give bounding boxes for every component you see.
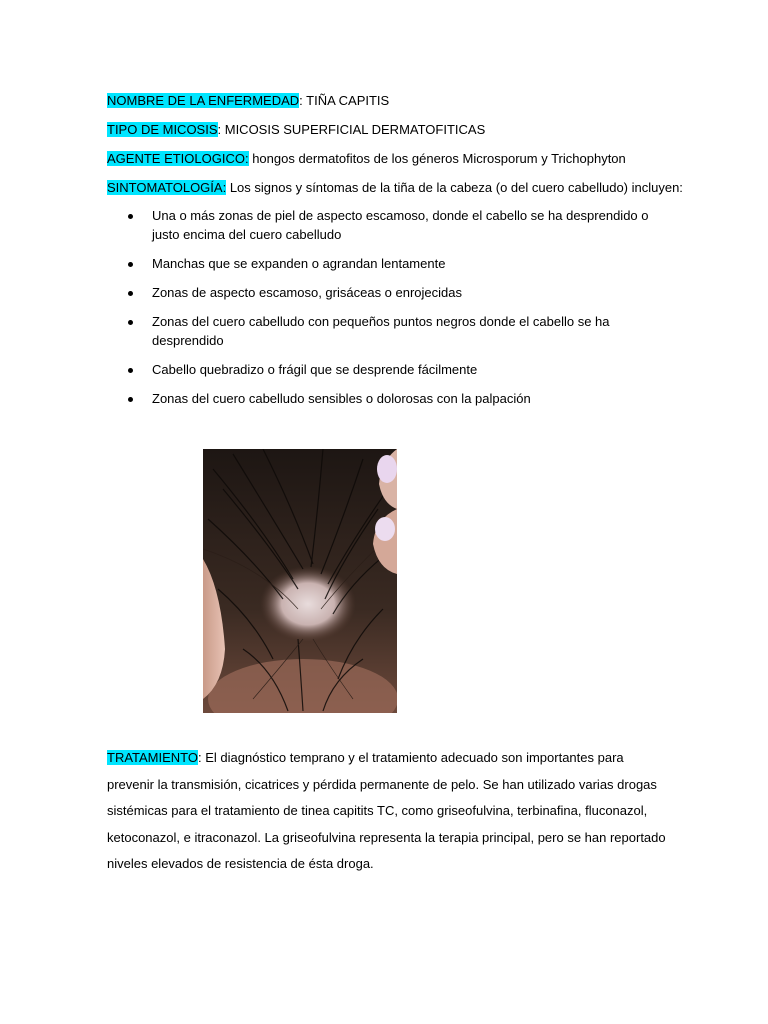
bullet-icon bbox=[128, 320, 133, 325]
mycosis-type-value: : MICOSIS SUPERFICIAL DERMATOFITICAS bbox=[217, 122, 486, 137]
bullet-icon bbox=[128, 397, 133, 402]
symptomatology-line bbox=[107, 180, 683, 196]
disease-name-value: : TIÑA CAPITIS bbox=[299, 93, 390, 108]
list-item: Cabello quebradizo o frágil que se desprende fácilmente bbox=[128, 360, 668, 379]
bullet-icon bbox=[128, 368, 133, 373]
etiologic-agent-label: AGENTE ETIOLOGICO: bbox=[107, 151, 249, 166]
list-item: Zonas del cuero cabelludo con pequeños puntos negros donde el cabello se ha desprendido bbox=[128, 312, 668, 350]
mycosis-type-line bbox=[107, 122, 485, 138]
list-item: Una o más zonas de piel de aspecto escamoso, donde el cabello se ha desprendido o justo encima del cuero cabelludo bbox=[128, 206, 668, 244]
etiologic-agent-value: hongos dermatofitos de los géneros Microsporum y Trichophyton bbox=[248, 151, 626, 166]
treatment-label: TRATAMIENTO bbox=[107, 750, 198, 765]
bullet-icon bbox=[128, 291, 133, 296]
treatment-paragraph bbox=[107, 745, 667, 878]
bullet-icon bbox=[128, 214, 133, 219]
treatment-text: : El diagnóstico temprano y el tratamiento adecuado son importantes para prevenir la transmisión, cicatrices y pérdida permanente de pelo. Se han utilizado varias drogas sistémicas para el tratamiento de tinea capitits TC, como griseofulvina, terbinafina, fluconazol, ketoconazol, e itraconazol. La griseofulvina representa la terapia principal, pero se han reportado niveles elevados de resistencia de ésta droga. bbox=[107, 750, 666, 871]
mycosis-type-label: TIPO DE MICOSIS bbox=[107, 122, 218, 137]
bullet-icon bbox=[128, 262, 133, 267]
symptomatology-value: Los signos y síntomas de la tiña de la cabeza (o del cuero cabelludo) incluyen: bbox=[226, 180, 683, 195]
etiologic-agent-line bbox=[107, 151, 626, 167]
symptom-list bbox=[128, 206, 668, 418]
scalp-photo bbox=[203, 449, 397, 715]
list-item: Zonas de aspecto escamoso, grisáceas o enrojecidas bbox=[128, 283, 668, 302]
disease-name-line bbox=[107, 93, 389, 109]
photo-caption bbox=[203, 713, 399, 719]
disease-name-label: NOMBRE DE LA ENFERMEDAD bbox=[107, 93, 300, 108]
list-item: Manchas que se expanden o agrandan lentamente bbox=[128, 254, 668, 273]
list-item: Zonas del cuero cabelludo sensibles o dolorosas con la palpación bbox=[128, 389, 668, 408]
symptomatology-label: SINTOMATOLOGÍA: bbox=[107, 180, 227, 195]
scalp-photo-drawing bbox=[203, 449, 397, 715]
